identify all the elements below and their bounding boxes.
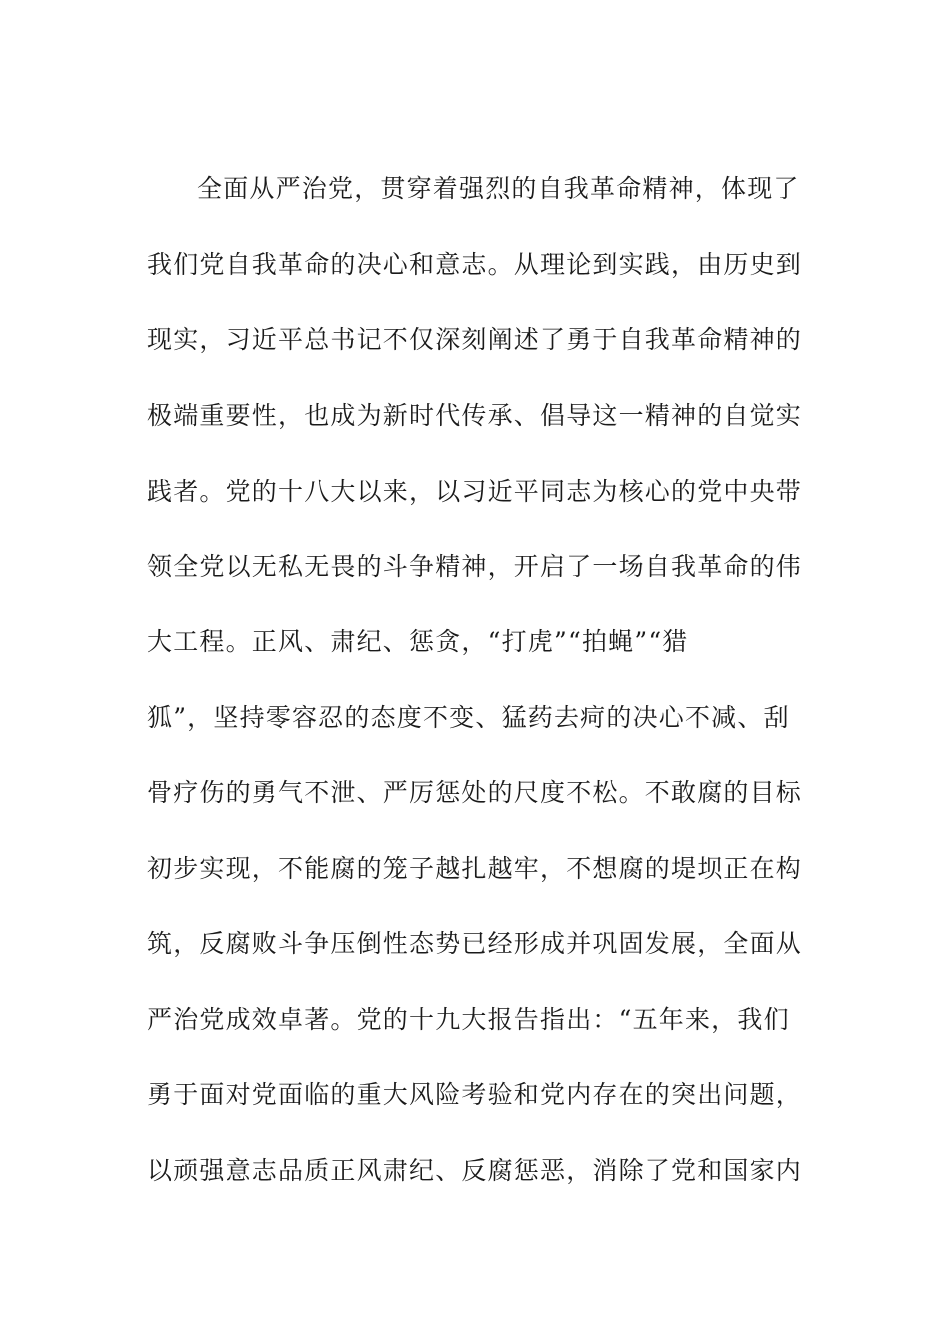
- paragraph-line: 勇于面对党面临的重大风险考验和党内存在的突出问题，: [147, 1080, 803, 1109]
- paragraph-line: 初步实现，不能腐的笼子越扎越牢，不想腐的堤坝正在构: [147, 854, 803, 883]
- paragraph-line: 我们党自我革命的决心和意志。从理论到实践，由历史到: [147, 250, 803, 279]
- paragraph-line: 严治党成效卓著。党的十九大报告指出：“五年来，我们: [147, 1005, 790, 1034]
- paragraph-line: 筑，反腐败斗争压倒性态势已经形成并巩固发展，全面从: [147, 929, 803, 958]
- paragraph-line: 践者。党的十八大以来，以习近平同志为核心的党中央带: [147, 477, 803, 506]
- paragraph-line: 大工程。正风、肃纪、惩贪，“打虎”“拍蝇”“猎: [147, 627, 689, 656]
- paragraph-line: 现实，习近平总书记不仅深刻阐述了勇于自我革命精神的: [147, 325, 803, 354]
- paragraph-line: 极端重要性，也成为新时代传承、倡导这一精神的自觉实: [147, 401, 803, 430]
- paragraph-line: 领全党以无私无畏的斗争精神，开启了一场自我革命的伟: [147, 552, 803, 581]
- paragraph-line: 全面从严治党，贯穿着强烈的自我革命精神，体现了: [197, 174, 800, 203]
- paragraph-line: 骨疗伤的勇气不泄、严厉惩处的尺度不松。不敢腐的目标: [147, 778, 803, 807]
- paragraph-line: 以顽强意志品质正风肃纪、反腐惩恶，消除了党和国家内: [147, 1156, 803, 1185]
- paragraph-line: 狐”，坚持零容忍的态度不变、猛药去疴的决心不减、刮: [147, 703, 790, 732]
